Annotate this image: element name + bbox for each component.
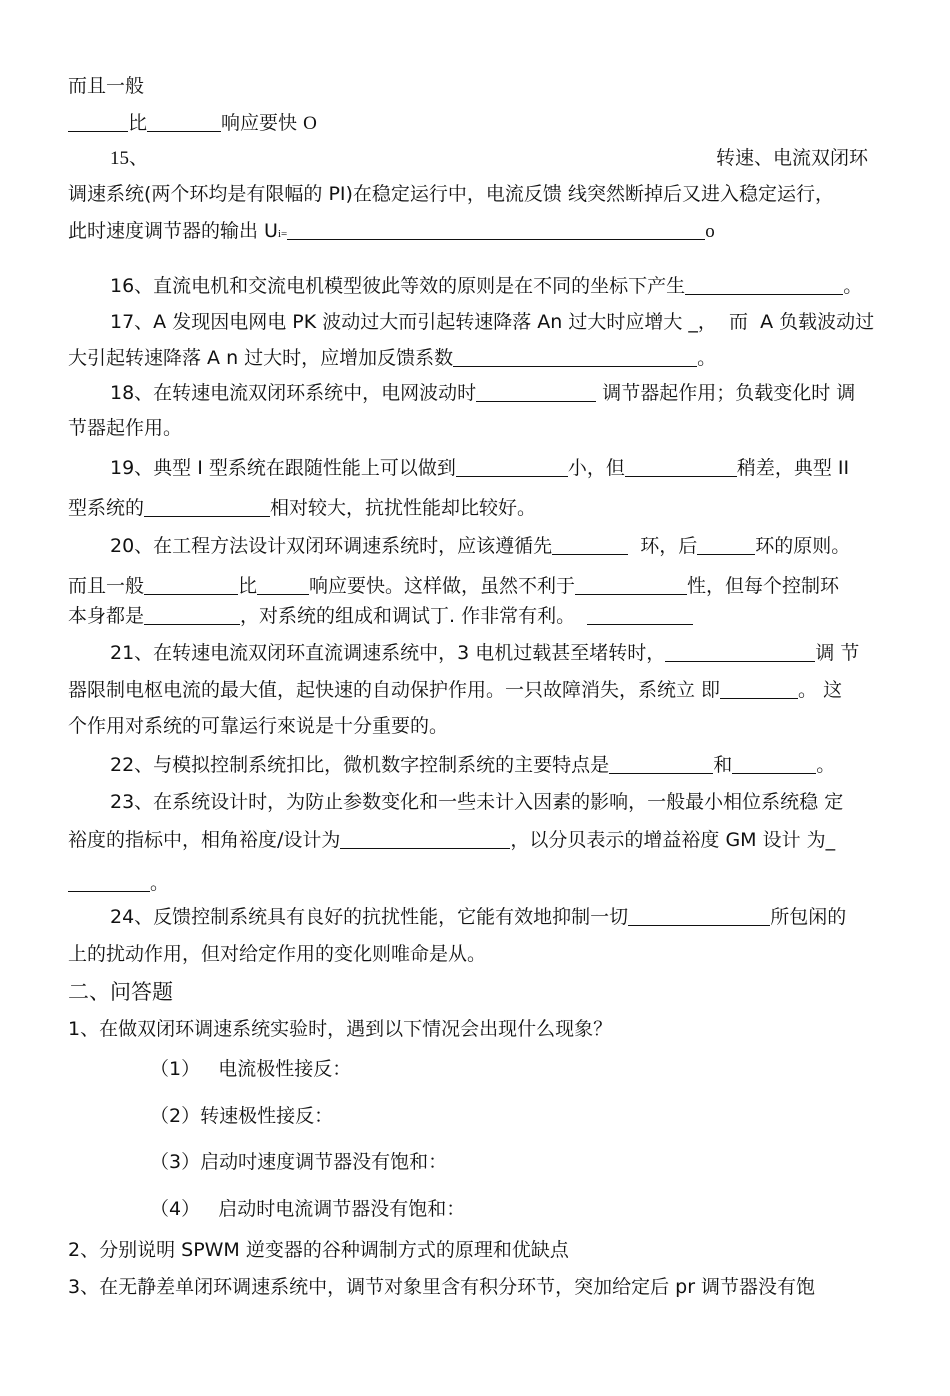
text-line: 。 (68, 871, 169, 895)
section-heading: 二、问答题 (68, 980, 173, 1004)
text-line: 器限制电枢电流的最大值，起快速的自动保护作用。一只故障消失，系统立 即 。 这 (68, 679, 843, 701)
fill-blank[interactable] (609, 755, 713, 774)
fill-blank[interactable] (456, 458, 568, 477)
text-line: 此时速度调节器的输出 Ui= o (68, 220, 715, 242)
text-line: （2）转速极性接反： (150, 1105, 334, 1127)
text-line: 上的扰动作用，但对给定作用的变化则唯命是从。 (68, 943, 487, 965)
text-line: 3、在无静差单闭环调速系统中，调节对象里含有积分环节，突加给定后 pr 调节器没有饱 (68, 1276, 816, 1298)
text-line: 而且一般 (68, 75, 145, 97)
text-line: 22、与模拟控制系统扣比，微机数字控制系统的主要特点是 和 。 (110, 754, 836, 776)
fill-blank[interactable] (587, 606, 693, 625)
text-line: 调速系统(两个环均是有限幅的 PI)在稳定运行中，电流反馈 线突然断掉后又进入稳定运行， (68, 183, 834, 205)
fill-blank[interactable] (453, 348, 697, 367)
fill-blank[interactable] (476, 383, 596, 402)
fill-blank[interactable] (144, 498, 270, 517)
text-line: 24、反馈控制系统具有良好的抗扰性能，它能有效地抑制一切 所包闲的 (110, 906, 847, 928)
text-line: 大引起转速降落 A n 过大时，应增加反馈系数 。 (68, 347, 717, 369)
fill-blank[interactable] (144, 576, 238, 595)
text-line: 17、A 发现因电网电 PK 波动过大而引起转速降落 An 过大时应增大 _， 而 A 负载波动过 (110, 311, 875, 333)
fill-blank[interactable] (552, 536, 628, 555)
fill-blank[interactable] (257, 576, 309, 595)
text-line: （4） 启动时电流调节器没有饱和： (150, 1198, 466, 1220)
fill-blank[interactable] (68, 113, 128, 132)
fill-blank[interactable] (720, 680, 798, 699)
text-line: （3）启动吋速度调节器没有饱和： (150, 1151, 448, 1173)
text-line: 裕度的指标中，相角裕度/设计为 ，以分贝表示的增益裕度 GM 设计 为_ (68, 829, 836, 851)
fill-blank[interactable] (287, 221, 705, 240)
text-line: 16、直流电机和交流电机模型彼此等效的原则是在不同的坐标下产生 。 (110, 275, 863, 297)
text-line: 23、在系统设计时，为防止参数变化和一些未计入因素的影响，一般最小相位系统稳 定 (110, 791, 844, 813)
fill-blank[interactable] (575, 576, 687, 595)
text-line: 1、在做双闭环调速系统实验时，遇到以下情况会出现什么现象？ (68, 1018, 613, 1040)
fill-blank[interactable] (68, 873, 150, 892)
fill-blank[interactable] (625, 458, 737, 477)
text-line: 本身都是 ，对系统的组成和调试丁. 作非常有利。 (68, 604, 693, 628)
fill-blank[interactable] (685, 276, 843, 295)
fill-blank[interactable] (147, 113, 221, 132)
text-line: 转速、电流双闭环 (716, 147, 869, 169)
text-line: 21、在转速电流双闭环直流调速系统中，3 电机过载甚至堵转时， 调 节 (110, 642, 860, 664)
text-line: 而且一般 比 响应要快。这样做，虽然不利于 性，但每个控制环 (68, 575, 840, 597)
text-line: （1） 电流极性接反： (150, 1058, 352, 1080)
fill-blank[interactable] (665, 643, 815, 662)
fill-blank[interactable] (628, 907, 770, 926)
text-line: 18、在转速电流双闭环系统中，电网波动时 调节器起作用；负载变化时 调 (110, 382, 856, 404)
fill-blank[interactable] (732, 755, 816, 774)
question-number: 15、 (110, 148, 149, 169)
fill-blank[interactable] (697, 536, 755, 555)
fill-blank[interactable] (340, 830, 510, 849)
text-line: 个作用对系统的可靠运行來说是十分重要的。 (68, 715, 449, 737)
text-line: 型系统的 相对较大，抗扰性能却比较好。 (68, 497, 537, 519)
text-line: 20、在工程方法设计双闭环调速系统时，应该遵循先 环，后 环的原则。 (110, 535, 851, 557)
fill-blank[interactable] (144, 606, 240, 625)
text-line: 比 响应要快 O (68, 111, 317, 136)
text-line: 2、分别说明 SPWM 逆变器的谷种调制方式的原理和优缺点 (68, 1239, 569, 1261)
text-line: 19、典型 I 型系统在跟随性能上可以做到 小，但 稍差，典型 II (110, 457, 850, 479)
text-line: 节器起作用。 (68, 417, 183, 439)
